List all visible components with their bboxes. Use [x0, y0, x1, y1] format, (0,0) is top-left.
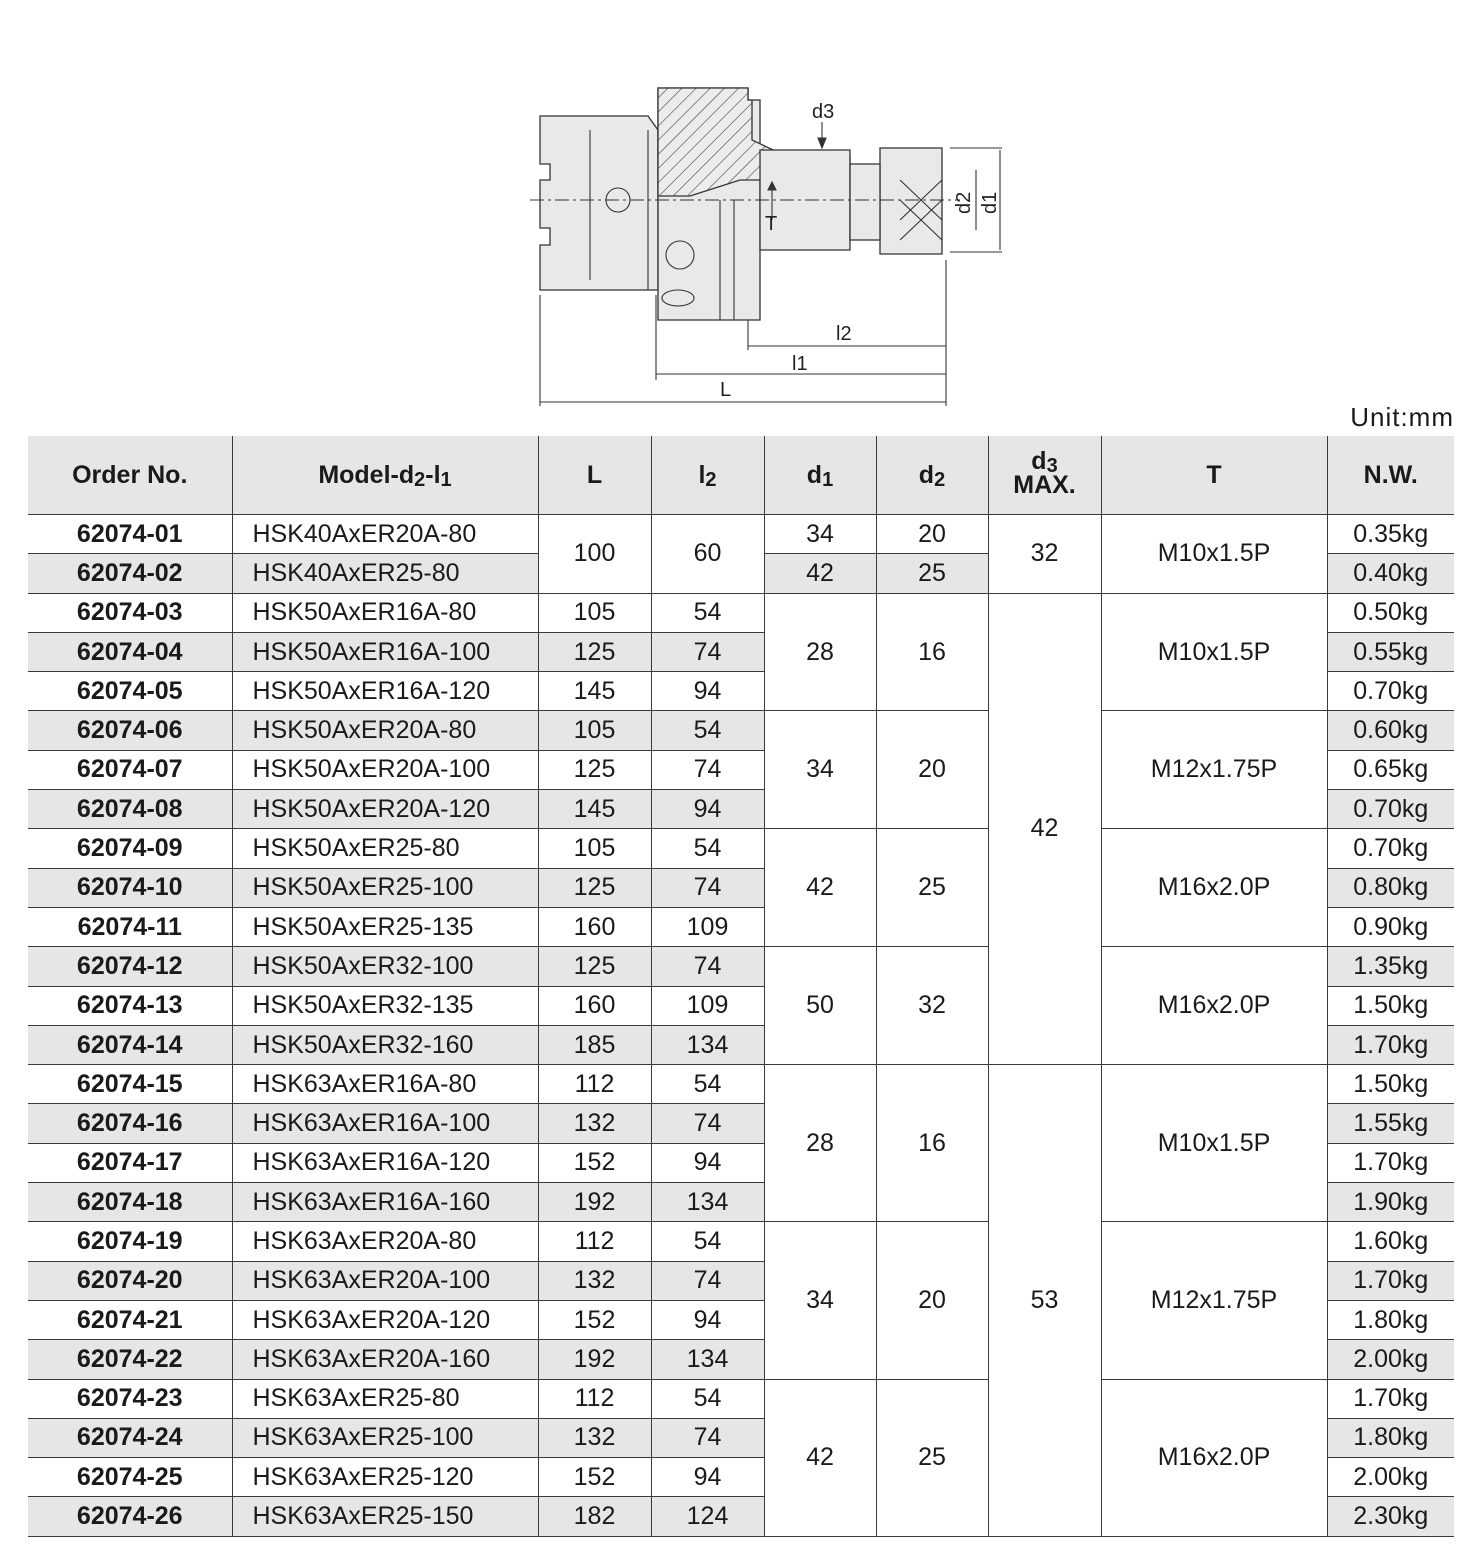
model: HSK63AxER25-150	[232, 1497, 538, 1536]
label-T: T	[765, 213, 778, 235]
T-value: M10x1.5P	[1101, 593, 1327, 711]
d3-value: 42	[988, 593, 1101, 1065]
order-no: 62074-14	[28, 1025, 232, 1064]
d3-value: 53	[988, 1065, 1101, 1537]
L-value: 105	[538, 829, 651, 868]
L-value: 125	[538, 947, 651, 986]
header-row	[28, 436, 1454, 515]
order-no: 62074-25	[28, 1458, 232, 1497]
label-L: L	[720, 379, 732, 401]
order-no: 62074-15	[28, 1065, 232, 1104]
model: HSK63AxER25-80	[232, 1379, 538, 1418]
l2-value: 54	[651, 711, 764, 750]
model: HSK63AxER16A-80	[232, 1065, 538, 1104]
order-no: 62074-24	[28, 1418, 232, 1457]
order-no: 62074-23	[28, 1379, 232, 1418]
header-d2: d2	[876, 436, 988, 515]
nw-value: 0.70kg	[1327, 790, 1454, 829]
L-value: 185	[538, 1025, 651, 1064]
l2-value: 74	[651, 632, 764, 671]
L-value: 132	[538, 1418, 651, 1457]
model: HSK63AxER20A-120	[232, 1300, 538, 1339]
nw-value: 1.55kg	[1327, 1104, 1454, 1143]
l2-value: 54	[651, 1379, 764, 1418]
nw-value: 0.80kg	[1327, 868, 1454, 907]
d2-value: 16	[876, 1065, 988, 1222]
header-l2: l2	[651, 436, 764, 515]
L-value: 125	[538, 750, 651, 789]
l2-value: 74	[651, 1261, 764, 1300]
l2-value: 94	[651, 790, 764, 829]
d2-value: 25	[876, 829, 988, 947]
header-d1: d1	[764, 436, 876, 515]
order-no: 62074-02	[28, 554, 232, 593]
L-value: 152	[538, 1300, 651, 1339]
model: HSK50AxER32-100	[232, 947, 538, 986]
unit-label: Unit:mm	[1350, 402, 1454, 432]
T-value: M10x1.5P	[1101, 515, 1327, 594]
table-row	[28, 515, 1454, 554]
l2-value: 134	[651, 1183, 764, 1222]
L-value: 112	[538, 1222, 651, 1261]
l2-value: 54	[651, 593, 764, 632]
l2-value: 74	[651, 868, 764, 907]
d1-value: 42	[764, 829, 876, 947]
order-no: 62074-16	[28, 1104, 232, 1143]
L-value: 152	[538, 1458, 651, 1497]
L-value: 160	[538, 907, 651, 946]
label-d1: d1	[979, 191, 1001, 214]
model: HSK50AxER25-100	[232, 868, 538, 907]
model: HSK63AxER20A-80	[232, 1222, 538, 1261]
nw-value: 1.70kg	[1327, 1025, 1454, 1064]
L-value: 105	[538, 711, 651, 750]
L-value: 145	[538, 790, 651, 829]
spec-table	[28, 436, 1454, 1537]
order-no: 62074-20	[28, 1261, 232, 1300]
order-no: 62074-12	[28, 947, 232, 986]
T-value: M12x1.75P	[1101, 711, 1327, 829]
nw-value: 2.00kg	[1327, 1458, 1454, 1497]
model: HSK63AxER16A-120	[232, 1143, 538, 1182]
L-value: 152	[538, 1143, 651, 1182]
l2-value: 74	[651, 947, 764, 986]
header-model: Model-d2-l1	[232, 436, 538, 515]
d2-value: 32	[876, 947, 988, 1065]
header-order: Order No.	[28, 436, 232, 515]
nw-value: 2.30kg	[1327, 1497, 1454, 1536]
order-no: 62074-11	[28, 907, 232, 946]
order-no: 62074-05	[28, 672, 232, 711]
l2-value: 54	[651, 1065, 764, 1104]
l2-value: 109	[651, 907, 764, 946]
nw-value: 0.65kg	[1327, 750, 1454, 789]
L-value: 160	[538, 986, 651, 1025]
L-value: 125	[538, 868, 651, 907]
label-l1: l1	[792, 353, 808, 375]
L-value: 132	[538, 1104, 651, 1143]
order-no: 62074-17	[28, 1143, 232, 1182]
model: HSK50AxER16A-120	[232, 672, 538, 711]
order-no: 62074-21	[28, 1300, 232, 1339]
model: HSK50AxER25-135	[232, 907, 538, 946]
l2-value: 134	[651, 1340, 764, 1379]
nw-value: 1.70kg	[1327, 1261, 1454, 1300]
d1-value: 34	[764, 515, 876, 554]
nw-value: 0.70kg	[1327, 672, 1454, 711]
holder-body	[540, 88, 942, 320]
model: HSK40AxER25-80	[232, 554, 538, 593]
L-value: 145	[538, 672, 651, 711]
nw-value: 1.90kg	[1327, 1183, 1454, 1222]
header-d3-max: d3 MAX.	[988, 436, 1101, 515]
nw-value: 0.50kg	[1327, 593, 1454, 632]
d2-value: 16	[876, 593, 988, 711]
nw-value: 0.60kg	[1327, 711, 1454, 750]
model: HSK63AxER20A-160	[232, 1340, 538, 1379]
table-row	[28, 947, 1454, 986]
model: HSK63AxER20A-100	[232, 1261, 538, 1300]
nw-value: 0.35kg	[1327, 515, 1454, 554]
nw-value: 2.00kg	[1327, 1340, 1454, 1379]
nw-value: 1.70kg	[1327, 1143, 1454, 1182]
d2-value: 25	[876, 1379, 988, 1536]
d1-value: 42	[764, 1379, 876, 1536]
nw-value: 0.40kg	[1327, 554, 1454, 593]
nw-value: 1.70kg	[1327, 1379, 1454, 1418]
order-no: 62074-13	[28, 986, 232, 1025]
model: HSK50AxER20A-120	[232, 790, 538, 829]
L-value: 125	[538, 632, 651, 671]
d1-value: 28	[764, 593, 876, 711]
model: HSK50AxER32-135	[232, 986, 538, 1025]
model: HSK50AxER25-80	[232, 829, 538, 868]
header-nw: N.W.	[1327, 436, 1454, 515]
table-row	[28, 1065, 1454, 1104]
L-value: 132	[538, 1261, 651, 1300]
nw-value: 1.80kg	[1327, 1300, 1454, 1339]
tool-holder-drawing	[520, 80, 1040, 410]
order-no: 62074-08	[28, 790, 232, 829]
order-no: 62074-10	[28, 868, 232, 907]
l2-value: 94	[651, 1458, 764, 1497]
nw-value: 0.90kg	[1327, 907, 1454, 946]
T-value: M10x1.5P	[1101, 1065, 1327, 1222]
label-d3: d3	[812, 101, 835, 123]
d2-value: 20	[876, 515, 988, 554]
order-no: 62074-06	[28, 711, 232, 750]
model: HSK63AxER25-100	[232, 1418, 538, 1457]
model: HSK50AxER20A-100	[232, 750, 538, 789]
l2-value: 94	[651, 1300, 764, 1339]
d2-value: 25	[876, 554, 988, 593]
l2-value: 74	[651, 1418, 764, 1457]
order-no: 62074-22	[28, 1340, 232, 1379]
nw-value: 0.55kg	[1327, 632, 1454, 671]
L-value: 192	[538, 1340, 651, 1379]
l2-value: 74	[651, 750, 764, 789]
model: HSK63AxER16A-160	[232, 1183, 538, 1222]
label-l2: l2	[836, 323, 852, 345]
order-no: 62074-18	[28, 1183, 232, 1222]
table-row	[28, 1222, 1454, 1261]
L-value: 182	[538, 1497, 651, 1536]
model: HSK50AxER16A-80	[232, 593, 538, 632]
T-value: M16x2.0P	[1101, 947, 1327, 1065]
header-T: T	[1101, 436, 1327, 515]
l2-value: 54	[651, 829, 764, 868]
model: HSK50AxER16A-100	[232, 632, 538, 671]
T-value: M12x1.75P	[1101, 1222, 1327, 1379]
nw-value: 1.80kg	[1327, 1418, 1454, 1457]
L-value: 112	[538, 1065, 651, 1104]
d2-value: 20	[876, 1222, 988, 1379]
order-no: 62074-04	[28, 632, 232, 671]
l2-value: 74	[651, 1104, 764, 1143]
order-no: 62074-07	[28, 750, 232, 789]
L-value: 100	[538, 515, 651, 594]
L-value: 112	[538, 1379, 651, 1418]
model: HSK63AxER16A-100	[232, 1104, 538, 1143]
order-no: 62074-01	[28, 515, 232, 554]
L-value: 105	[538, 593, 651, 632]
l2-value: 109	[651, 986, 764, 1025]
d1-value: 28	[764, 1065, 876, 1222]
table-row	[28, 829, 1454, 868]
L-value: 192	[538, 1183, 651, 1222]
l2-value: 54	[651, 1222, 764, 1261]
d1-value: 34	[764, 711, 876, 829]
d1-value: 42	[764, 554, 876, 593]
T-value: M16x2.0P	[1101, 829, 1327, 947]
nw-value: 1.50kg	[1327, 1065, 1454, 1104]
nw-value: 1.50kg	[1327, 986, 1454, 1025]
order-no: 62074-03	[28, 593, 232, 632]
l2-value: 134	[651, 1025, 764, 1064]
nw-value: 0.70kg	[1327, 829, 1454, 868]
l2-value: 124	[651, 1497, 764, 1536]
model: HSK50AxER20A-80	[232, 711, 538, 750]
l2-value: 94	[651, 1143, 764, 1182]
nw-value: 1.35kg	[1327, 947, 1454, 986]
label-d2: d2	[953, 191, 975, 214]
table-row	[28, 711, 1454, 750]
table-row	[28, 593, 1454, 632]
table-row	[28, 1379, 1454, 1418]
d1-value: 50	[764, 947, 876, 1065]
model: HSK40AxER20A-80	[232, 515, 538, 554]
l2-value: 60	[651, 515, 764, 594]
d2-value: 20	[876, 711, 988, 829]
model: HSK63AxER25-120	[232, 1458, 538, 1497]
T-value: M16x2.0P	[1101, 1379, 1327, 1536]
model: HSK50AxER32-160	[232, 1025, 538, 1064]
header-L: L	[538, 436, 651, 515]
d1-value: 34	[764, 1222, 876, 1379]
d3-value: 32	[988, 515, 1101, 594]
order-no: 62074-09	[28, 829, 232, 868]
nw-value: 1.60kg	[1327, 1222, 1454, 1261]
order-no: 62074-26	[28, 1497, 232, 1536]
l2-value: 94	[651, 672, 764, 711]
order-no: 62074-19	[28, 1222, 232, 1261]
